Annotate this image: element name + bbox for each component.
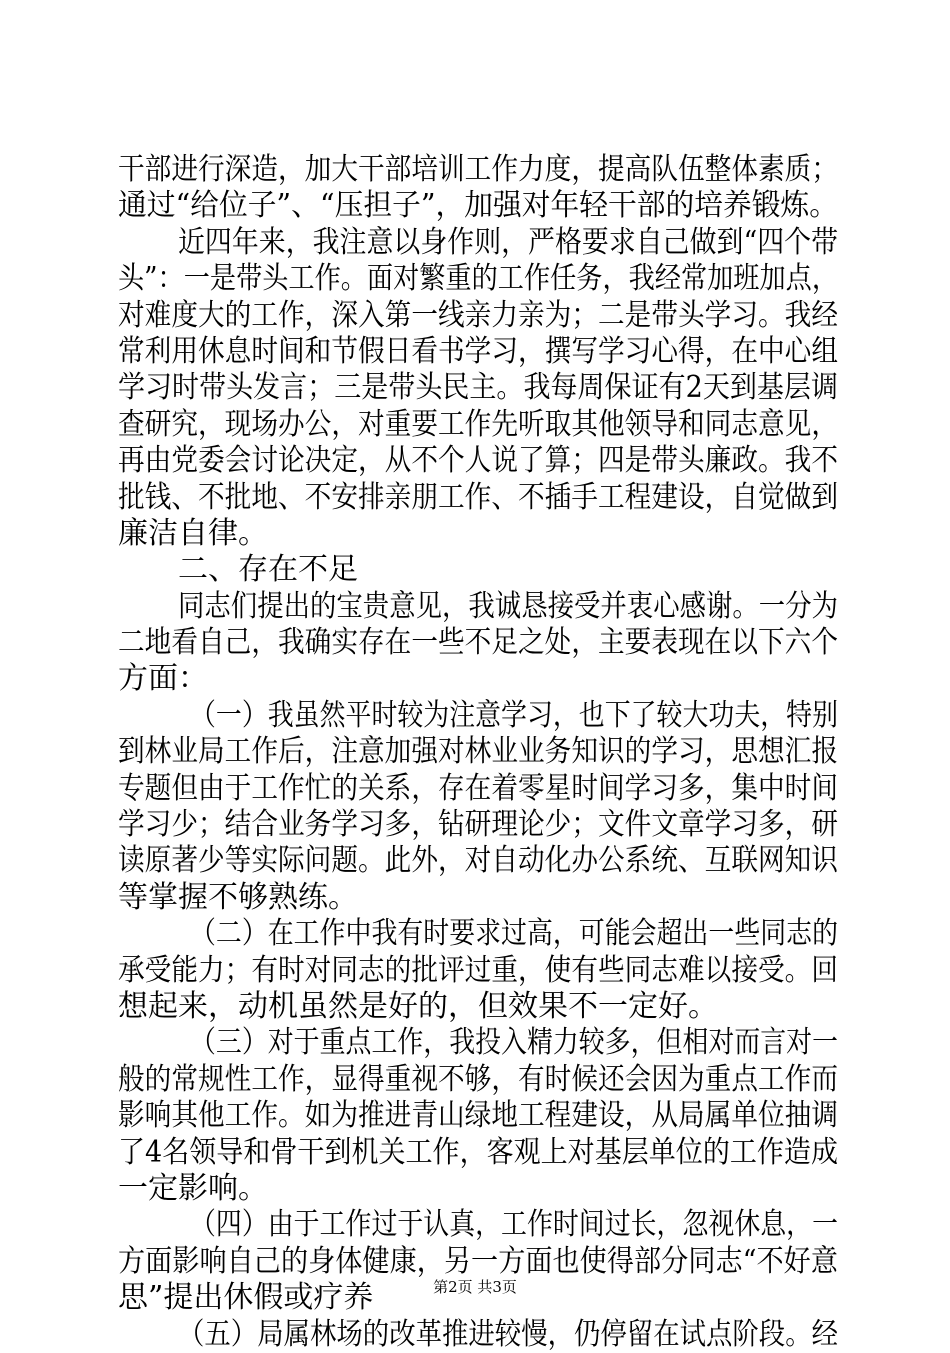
text-line: 影响其他工作。如为推进青山绿地工程建设，从局属单位抽调	[118, 1098, 838, 1134]
text-line: （一）我虽然平时较为注意学习，也下了较大功夫，特别	[190, 697, 838, 733]
text-line: 方面影响自己的身体健康，另一方面也使得部分同志“不好意	[118, 1243, 838, 1279]
text-line: 到林业局工作后，注意加强对林业业务知识的学习，思想汇报	[118, 734, 838, 770]
text-line: 对难度大的工作，深入第一线亲力亲为；二是带头学习。我经	[118, 297, 838, 333]
document-body	[118, 152, 838, 1353]
text-line: 再由党委会讨论决定，从不个人说了算；四是带头廉政。我不	[118, 443, 838, 479]
text-line: 想起来，动机虽然是好的，但效果不一定好。	[118, 988, 718, 1024]
text-line: 承受能力；有时对同志的批评过重，使有些同志难以接受。回	[118, 952, 838, 988]
text-line: 同志们提出的宝贵意见，我诚恳接受并衷心感谢。一分为	[178, 588, 838, 624]
text-line: 二、存在不足	[178, 552, 358, 588]
text-line: 二地看自己，我确实存在一些不足之处，主要表现在以下六个	[118, 625, 838, 661]
text-line: 干部进行深造，加大干部培训工作力度，提高队伍整体素质；	[118, 152, 838, 187]
text-line: 批钱、不批地、不安排亲朋工作、不插手工程建设，自觉做到	[118, 479, 838, 515]
text-line: 查研究，现场办公，对重要工作先听取其他领导和同志意见，	[118, 406, 838, 442]
text-line: （三）对于重点工作，我投入精力较多，但相对而言对一	[190, 1025, 838, 1061]
text-line: 一定影响。	[118, 1170, 268, 1206]
text-line: 头”：一是带头工作。面对繁重的工作任务，我经常加班加点，	[118, 261, 838, 297]
text-line: 学习时带头发言；三是带头民主。我每周保证有2天到基层调	[118, 370, 838, 406]
text-line: 廉洁自律。	[118, 515, 268, 551]
text-line: 读原著少等实际问题。此外，对自动化办公系统、互联网知识	[118, 843, 838, 879]
page-footer: 第2页 共3页	[433, 1278, 517, 1296]
text-line: 常利用休息时间和节假日看书学习，撰写学习心得，在中心组	[118, 333, 838, 369]
text-line: 通过“给位子”、“压担子”，加强对年轻干部的培养锻炼。	[118, 188, 838, 224]
text-line: 般的常规性工作，显得重视不够，有时候还会因为重点工作而	[118, 1061, 838, 1097]
text-line: （二）在工作中我有时要求过高，可能会超出一些同志的	[190, 916, 838, 952]
text-line: 学习少；结合业务学习多，钻研理论少；文件文章学习多，研	[118, 807, 838, 843]
text-line: 专题但由于工作忙的关系，存在着零星时间学习多，集中时间	[118, 770, 838, 806]
text-line: （五）局属林场的改革推进较慢，仍停留在试点阶段。经	[178, 1316, 838, 1352]
text-line: 了4名领导和骨干到机关工作，客观上对基层单位的工作造成	[118, 1134, 838, 1170]
text-line: （四）由于工作过于认真，工作时间过长，忽视休息，一	[190, 1207, 838, 1243]
text-line: 等掌握不够熟练。	[118, 879, 358, 915]
text-line: 方面：	[118, 661, 208, 697]
text-line: 近四年来，我注意以身作则，严格要求自己做到“四个带	[178, 224, 838, 260]
text-line: 思”提出休假或疗养	[118, 1280, 374, 1316]
